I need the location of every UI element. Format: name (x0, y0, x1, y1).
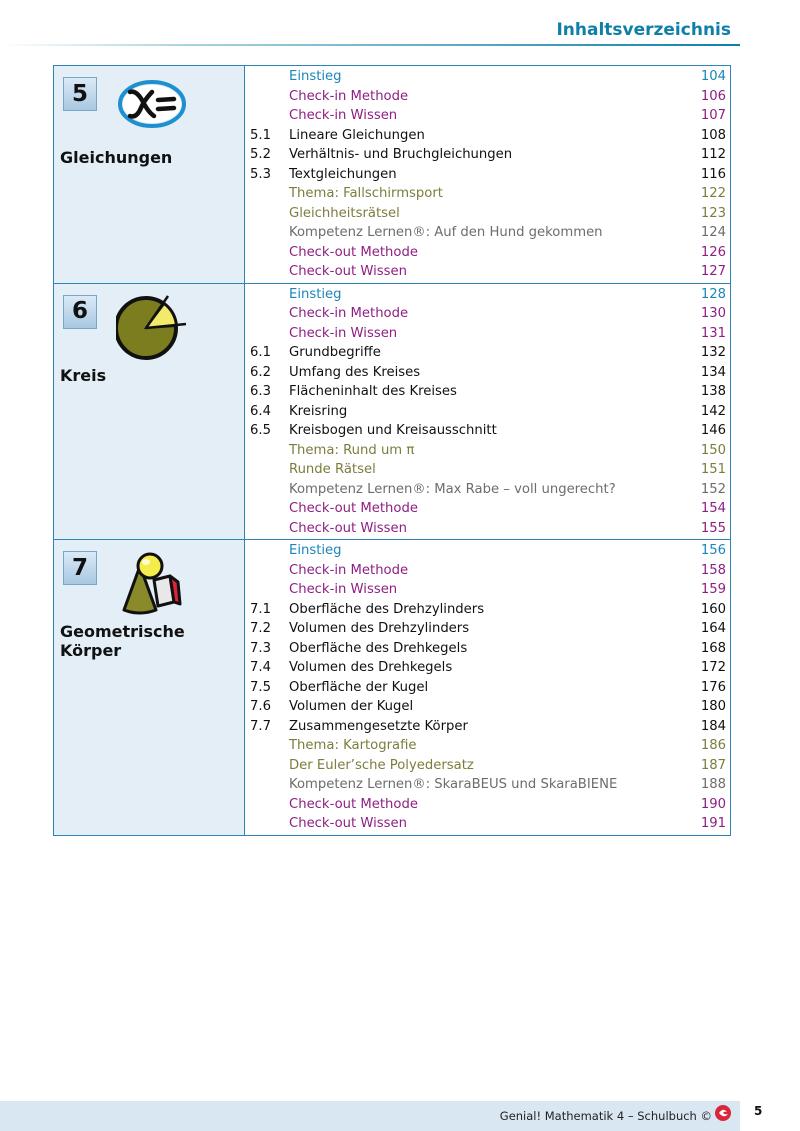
chapter-6 (54, 283, 730, 540)
list-item[interactable]: Check-in Methode 106 (289, 88, 726, 104)
list-item[interactable]: Check-in Methode 158 (289, 562, 726, 578)
list-item[interactable]: Kompetenz Lernen®: Auf den Hund gekommen 124 (289, 225, 726, 241)
page-title: Inhaltsverzeichnis (556, 20, 731, 40)
list-item[interactable]: 6.2 Umfang des Kreises 134 (250, 364, 726, 380)
list-item[interactable]: 6.4 Kreisring 142 (250, 403, 726, 419)
chapter-number-badge: 5 (63, 77, 97, 111)
list-item[interactable]: Thema: Rund um π 150 (289, 442, 726, 458)
list-item[interactable]: Runde Rätsel 151 (289, 462, 726, 478)
chapter-title: Geometrische Körper (60, 622, 185, 660)
list-item[interactable]: 5.1 Lineare Gleichungen 108 (250, 127, 726, 143)
list-item[interactable]: Check-in Methode 130 (289, 306, 726, 322)
chapter-entries (245, 66, 730, 283)
list-item[interactable]: 7.2 Volumen des Drehzylinders 164 (250, 621, 726, 637)
chapter-title: Kreis (60, 365, 107, 385)
chapter-7 (54, 539, 730, 835)
geometric-solids-icon (116, 544, 188, 616)
circle-sector-icon (116, 288, 188, 360)
list-item[interactable]: Einstieg 104 (289, 69, 726, 85)
chapter-entries (245, 540, 730, 835)
list-item[interactable]: 7.4 Volumen des Drehkegels 172 (250, 660, 726, 676)
list-item[interactable]: 6.3 Flächeninhalt des Kreises 138 (250, 384, 726, 400)
list-item[interactable]: Check-out Wissen 155 (289, 520, 726, 536)
list-item[interactable]: 7.7 Zusammengesetzte Körper 184 (250, 718, 726, 734)
list-item[interactable]: 7.5 Oberfläche der Kugel 176 (250, 679, 726, 695)
list-item[interactable]: Kompetenz Lernen®: Max Rabe – voll ungerecht? 152 (289, 481, 726, 497)
chapter-number-badge: 6 (63, 295, 97, 329)
list-item[interactable]: Check-out Wissen 127 (289, 264, 726, 280)
list-item[interactable]: Der Euler’sche Polyedersatz 187 (289, 757, 726, 773)
list-item[interactable]: Check-in Wissen 107 (289, 108, 726, 124)
chapter-entries (245, 284, 730, 540)
page-number: 5 (754, 1104, 763, 1118)
chapter-number-badge: 7 (63, 551, 97, 585)
list-item[interactable]: Check-out Wissen 191 (289, 816, 726, 832)
list-item[interactable]: Check-out Methode 126 (289, 244, 726, 260)
list-item[interactable]: 6.1 Grundbegriffe 132 (250, 345, 726, 361)
list-item[interactable]: Check-in Wissen 159 (289, 582, 726, 598)
list-item[interactable]: Check-out Methode 190 (289, 796, 726, 812)
chapter-title: Gleichungen (60, 148, 173, 167)
list-item[interactable]: 7.6 Volumen der Kugel 180 (250, 699, 726, 715)
footer-text: Genial! Mathematik 4 – Schulbuch © (499, 1109, 712, 1123)
publisher-logo-icon (714, 1104, 732, 1122)
list-item[interactable]: 5.3 Textgleichungen 116 (250, 166, 726, 182)
list-item[interactable]: Kompetenz Lernen®: SkaraBEUS und SkaraBIENE 188 (289, 777, 726, 793)
list-item[interactable]: Thema: Fallschirmsport 122 (289, 186, 726, 202)
list-item[interactable]: Check-out Methode 154 (289, 501, 726, 517)
list-item[interactable]: Einstieg 156 (289, 543, 726, 559)
header-rule (0, 44, 740, 46)
table-of-contents (53, 65, 731, 836)
list-item[interactable]: 7.1 Oberfläche des Drehzylinders 160 (250, 601, 726, 617)
chapter-sidebar (54, 284, 245, 540)
x-equals-icon (116, 70, 188, 130)
list-item[interactable]: 5.2 Verhältnis- und Bruchgleichungen 112 (250, 147, 726, 163)
list-item[interactable]: Thema: Kartografie 186 (289, 738, 726, 754)
list-item[interactable]: 7.3 Oberfläche des Drehkegels 168 (250, 640, 726, 656)
list-item[interactable]: Einstieg 128 (289, 286, 726, 302)
chapter-5 (54, 66, 730, 283)
list-item[interactable]: 6.5 Kreisbogen und Kreisausschnitt 146 (250, 423, 726, 439)
chapter-sidebar (54, 66, 245, 283)
list-item[interactable]: Gleichheitsrätsel 123 (289, 205, 726, 221)
chapter-sidebar (54, 540, 245, 835)
list-item[interactable]: Check-in Wissen 131 (289, 325, 726, 341)
